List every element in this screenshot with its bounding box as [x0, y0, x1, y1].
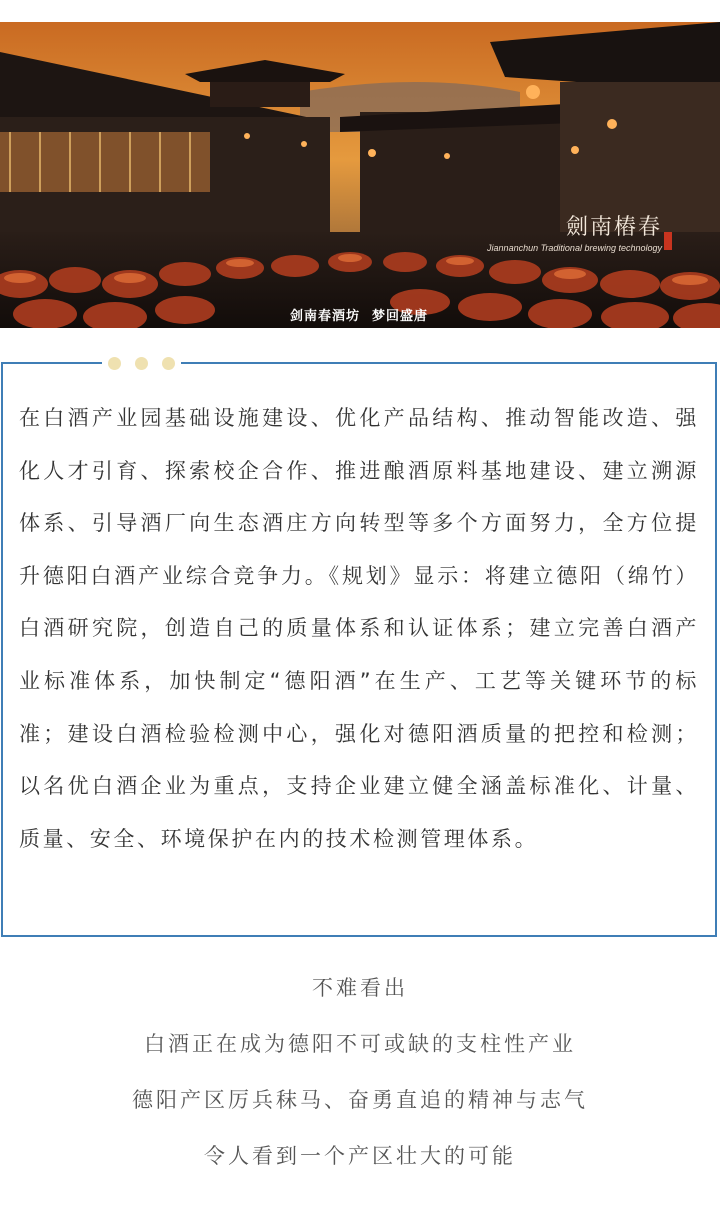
closing-lines [0, 960, 720, 1184]
brand-subtitle: Jiannanchun Traditional brewing technology [487, 243, 662, 253]
brand-logo [487, 210, 662, 253]
closing-line-4: 令人看到一个产区壮大的可能 [204, 1144, 516, 1168]
hero-caption [290, 305, 428, 324]
dot-icon [108, 357, 121, 370]
closing-line-1: 不难看出 [312, 976, 408, 1000]
dot-icon [135, 357, 148, 370]
article-paragraph: 在白酒产业园基础设施建设、优化产品结构、推动智能改造、强化人才引育、探索校企合作、推进酿酒原料基地建设、建立溯源体系、引导酒厂向生态酒庄方向转型等多个方面努力，全方位提升德阳白酒产业综合竞争力。《规划》显示：将建立德阳（绵竹）白酒研究院，创造自己的质量体系和认证体系；建立完善白酒产业标准体系，加快制定“德阳酒”在生产、工艺等关键环节的标准；建设白酒检验检测中心，强化对德阳酒质量的把控和检测；以名优白酒企业为重点，支持企业建立健全涵盖标准化、计量、质量、安全、环境保护在内的技术检测管理体系。 [19, 406, 699, 851]
decorative-dots [102, 355, 181, 371]
closing-line-3: 德阳产区厉兵秣马、奋勇直追的精神与志气 [132, 1088, 588, 1112]
caption-left: 剑南春酒坊 [290, 309, 361, 324]
dot-icon [162, 357, 175, 370]
hero-image [0, 22, 720, 328]
article-frame [1, 362, 717, 937]
brand-name: 劍南樁春 [565, 215, 662, 240]
hero-illustration [0, 22, 720, 328]
seal-stamp [664, 232, 672, 250]
closing-line-2: 白酒正在成为德阳不可或缺的支柱性产业 [144, 1032, 576, 1056]
caption-right: 梦回盛唐 [372, 309, 429, 324]
